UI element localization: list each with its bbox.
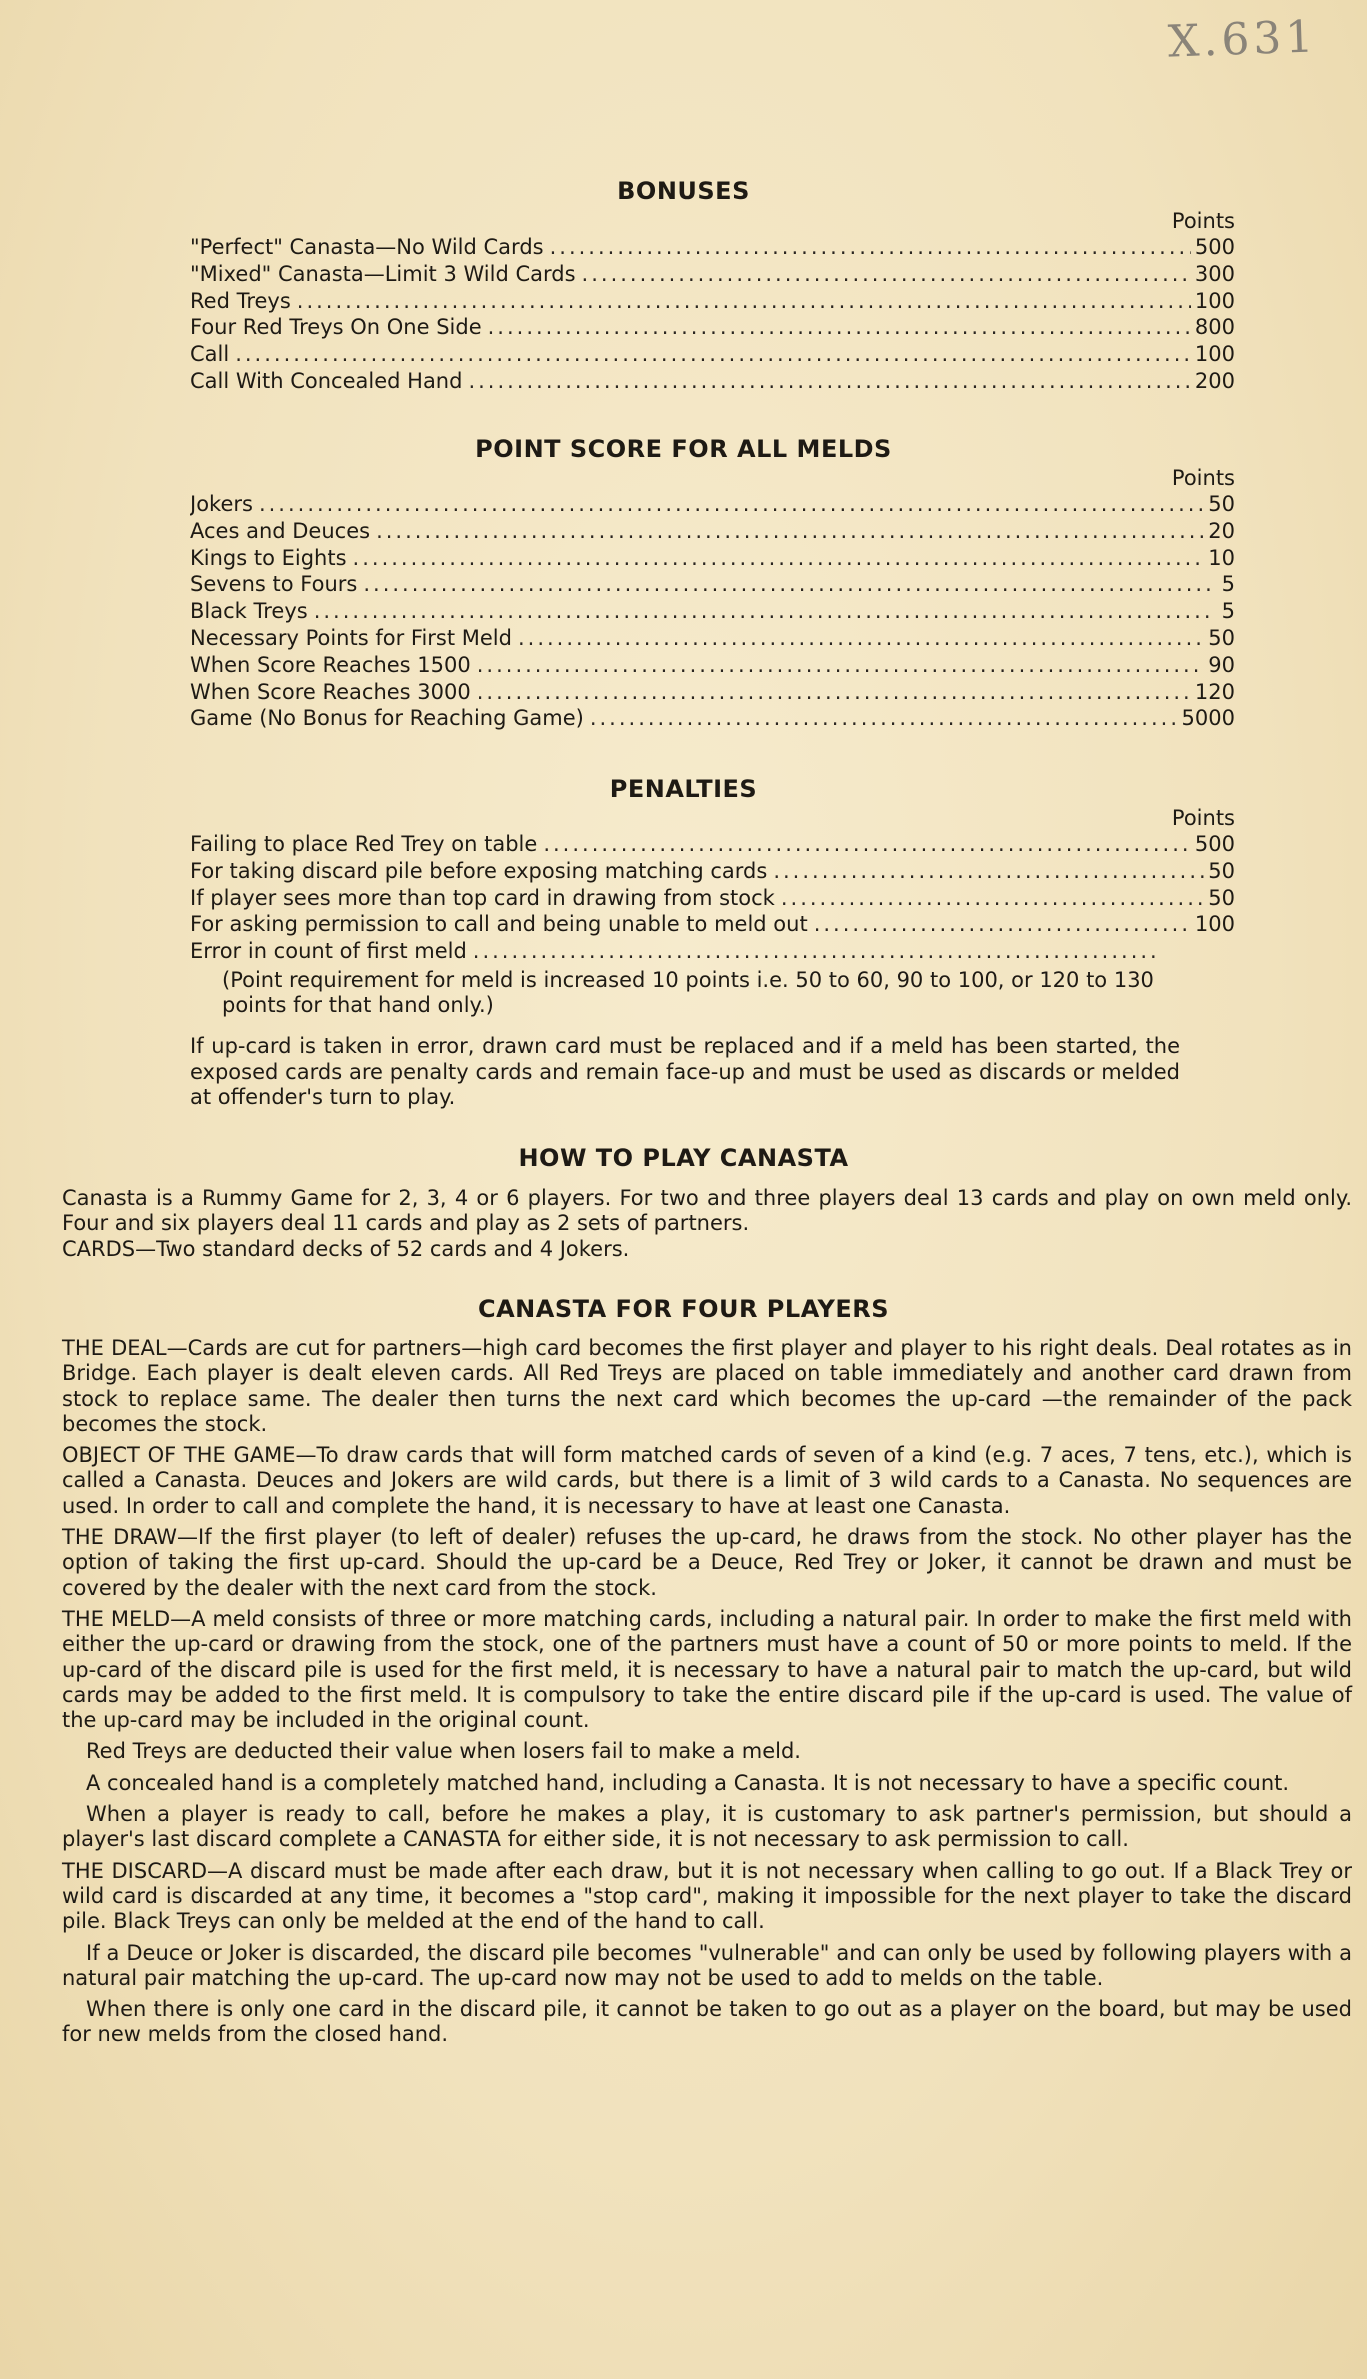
how-to-play-title: HOW TO PLAY CANASTA [518,1144,849,1172]
table-row: Failing to place Red Trey on table ..... 500 [190,831,1235,858]
points-header: Points [1171,466,1235,490]
table-row: If player sees more than top card in drawing from stock ..... 50 [190,885,1235,912]
melds-table [190,465,1235,732]
table-row: Black Treys ..... 5 [190,598,1235,625]
catalog-number: X.631 [1167,11,1319,68]
bonuses-title: BONUSES [617,177,750,205]
melds-title: POINT SCORE FOR ALL MELDS [475,435,892,463]
paragraph-call: When a player is ready to call, before he makes a play, it is customary to ask partner's permission, but should a player's last discard complete a CANASTA for either side, it is not necessary to ask permission to call. [62,1802,1352,1852]
four-players-title: CANASTA FOR FOUR PLAYERS [477,1295,890,1323]
table-row: Four Red Treys On One Side ..... 800 [190,314,1235,341]
paragraph-deal: THE DEAL—Cards are cut for partners—high card becomes the first player and player to his right deals. Deal rotates as in Bridge. Each player is dealt eleven cards. All Red Treys are placed on table immediately and another card drawn from stock to replace same. The dealer then turns the next card which becomes the up-card —the remainder of the pack becomes the stock. [62,1336,1352,1436]
table-row: For asking permission to call and being unable to meld out ..... 100 [190,911,1235,938]
table-row: Sevens to Fours ..... 5 [190,571,1235,598]
table-row: Error in count of first meld ..... [190,938,1185,965]
table-row: When Score Reaches 3000 ..... 120 [190,679,1235,706]
four-players-text [62,1336,1352,2048]
meld-requirement-note: (Point requirement for meld is increased 10 points i.e. 50 to 60, 90 to 100, or 120 to 130 points for that hand only.) [222,968,1154,1017]
paragraph-red-treys: Red Treys are deducted their value when losers fail to make a meld. [86,1739,801,1764]
paragraph-meld: THE MELD—A meld consists of three or more matching cards, including a natural pair. In order to make the first meld with either the up-card or drawing from the stock, one of the partners must have a count of 50 or more points to meld. If the up-card of the discard pile is used for the first meld, it is necessary to have a natural pair to match the up-card, but wild cards may be added to the first meld. It is compulsory to take the entire discard pile if the up-card is used. The value of the up-card may be included in the original count. [62,1606,1352,1733]
paragraph: Canasta is a Rummy Game for 2, 3, 4 or 6 players. For two and three players deal 13 cards and play on own meld only. Four and six players deal 11 cards and play as 2 sets of partners. [62,1186,1352,1236]
paragraph-object: OBJECT OF THE GAME—To draw cards that will form matched cards of seven of a kind (e.g. 7 aces, 7 tens, etc.), which is called a Canasta. Deuces and Jokers are wild cards, but there is a limit of 3 wild cards to a Canasta. No sequences are used. In order to call and complete the hand, it is necessary to have at least one Canasta. [62,1443,1352,1518]
upcard-error-note: If up-card is taken in error, drawn card must be replaced and if a meld has been started, the exposed cards are penalty cards and remain face-up and must be used as discards or melded at offender's turn to play. [190,1034,1180,1109]
how-to-play-text [62,1186,1352,1262]
penalties-title: PENALTIES [609,775,758,803]
table-row: "Perfect" Canasta—No Wild Cards ..... 500 [190,234,1235,261]
table-row: When Score Reaches 1500 ..... 90 [190,652,1235,679]
paragraph-discard: THE DISCARD—A discard must be made after each draw, but it is not necessary when calling to go out. If a Black Trey or wild card is discarded at any time, it becomes a "stop card", making it impossible for the next player to take the discard pile. Black Treys can only be melded at the end of the hand to call. [62,1858,1352,1934]
bonuses-table [190,208,1235,395]
table-row: Call ..... 100 [190,341,1235,368]
paragraph-concealed: A concealed hand is a completely matched hand, including a Canasta. It is not necessary to have a specific count. [86,1770,1290,1795]
table-row: Kings to Eights ..... 10 [190,545,1235,572]
points-header: Points [1171,209,1235,233]
table-row: Necessary Points for First Meld ..... 50 [190,625,1235,652]
paragraph-vulnerable: If a Deuce or Joker is discarded, the discard pile becomes "vulnerable" and can only be used by following players with a natural pair matching the up-card. The up-card now may not be used to add to melds on the table. [62,1940,1352,1990]
table-row: Red Treys ..... 100 [190,288,1235,315]
paragraph-draw: THE DRAW—If the first player (to left of dealer) refuses the up-card, he draws from the stock. No other player has the option of taking the first up-card. Should the up-card be a Deuce, Red Trey or Joker, it cannot be drawn and must be covered by the dealer with the next card from the stock. [62,1525,1352,1600]
table-row: Call With Concealed Hand ..... 200 [190,368,1235,395]
table-row: Jokers ..... 50 [190,491,1235,518]
table-row: Aces and Deuces ..... 20 [190,518,1235,545]
table-row: Game (No Bonus for Reaching Game) ..... 5000 [190,705,1235,732]
paragraph: CARDS—Two standard decks of 52 cards and 4 Jokers. [62,1236,630,1261]
paragraph-one-card: When there is only one card in the discard pile, it cannot be taken to go out as a player on the board, but may be used for new melds from the closed hand. [62,1997,1352,2047]
table-row: "Mixed" Canasta—Limit 3 Wild Cards ..... 300 [190,261,1235,288]
penalties-table [190,805,1235,965]
table-row: For taking discard pile before exposing matching cards ..... 50 [190,858,1235,885]
points-header: Points [1171,806,1235,830]
